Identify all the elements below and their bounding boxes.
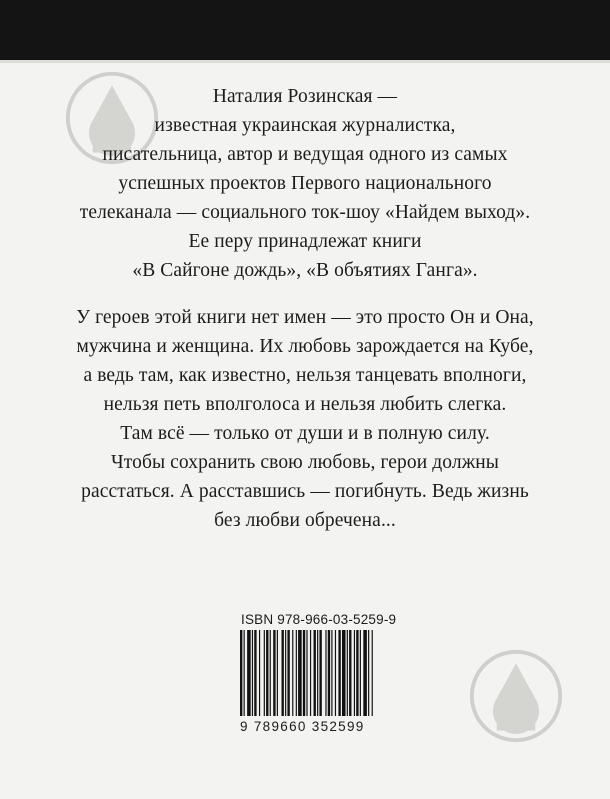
barcode-bar — [247, 630, 251, 716]
barcode-bar — [349, 630, 351, 716]
barcode-bar — [360, 630, 361, 716]
barcode-bar — [292, 630, 293, 716]
barcode-bar — [306, 630, 307, 716]
author-paragraph — [0, 82, 610, 285]
barcode-bar — [254, 630, 256, 716]
blurb-line: мужчина и женщина. Их любовь зарождается на Кубе, — [76, 336, 534, 357]
barcode-bar — [277, 630, 278, 716]
barcode-bar — [363, 630, 367, 716]
barcode-bar — [270, 630, 271, 716]
author-line: известная украинская журналистка, — [154, 115, 456, 136]
author-line: писательница, автор и ведущая одного из самых — [102, 144, 508, 165]
author-line: «В Сайгоне дождь», «В объятиях Ганга». — [132, 260, 478, 281]
barcode-bar — [252, 630, 253, 716]
blurb-line: У героев этой книги нет имен — это просто Он и Она, — [76, 307, 534, 328]
barcode-bar — [287, 630, 289, 716]
blurb-line: Там всё — только от души и в полную силу. — [120, 423, 490, 444]
isbn-label: ISBN 978-966-03-5259-9 — [241, 612, 397, 627]
author-line: Наталия Розинская — — [212, 86, 398, 107]
blurb-line: нельзя петь вполголоса и нельзя любить слегка. — [103, 394, 507, 415]
author-line: Ее перу принадлежат книги — [188, 231, 422, 252]
barcode-bar — [325, 630, 326, 716]
barcode-bar — [303, 630, 305, 716]
blurb-line: расстаться. А расставшись — погибнуть. Ведь жизнь — [81, 481, 529, 502]
barcode-bar — [244, 630, 245, 716]
barcode-bar — [273, 630, 275, 716]
barcode-bar — [328, 630, 330, 716]
barcode-bar — [342, 630, 346, 716]
ean-digits: 9 789660 352599 — [240, 719, 365, 734]
barcode-bar — [354, 630, 355, 716]
barcode-bar — [356, 630, 358, 716]
barcode-bar — [368, 630, 369, 716]
barcode-bar — [298, 630, 302, 716]
barcode-bar — [372, 630, 373, 716]
barcode-bar — [240, 630, 242, 716]
blurb-paragraph — [0, 303, 610, 535]
barcode-bar — [335, 630, 336, 716]
barcode-bar — [314, 630, 316, 716]
barcode-bar — [347, 630, 348, 716]
barcode-bar — [317, 630, 318, 716]
barcode-bar — [264, 630, 265, 716]
barcode-bar — [331, 630, 332, 716]
barcode-bar — [296, 630, 297, 716]
blurb-line: Чтобы сохранить свою любовь, герои должны — [110, 452, 500, 473]
barcode-image — [240, 630, 374, 716]
droplet-watermark-icon — [468, 648, 564, 744]
blurb-line: а ведь там, как известно, нельзя танцевать вполноги, — [83, 365, 527, 386]
barcode-bar — [285, 630, 286, 716]
barcode-bar — [259, 630, 260, 716]
barcode-bar — [266, 630, 268, 716]
barcode-bar — [338, 630, 340, 716]
barcode-bar — [310, 630, 311, 716]
top-dark-band — [0, 0, 610, 60]
blurb-line: без любви обречена... — [214, 510, 396, 531]
barcode-bar — [282, 630, 284, 716]
author-line: телеканала — социального ток-шоу «Найдем выход». — [79, 202, 531, 223]
barcode-bar — [319, 630, 321, 716]
author-line: успешных проектов Первого национального — [118, 173, 492, 194]
